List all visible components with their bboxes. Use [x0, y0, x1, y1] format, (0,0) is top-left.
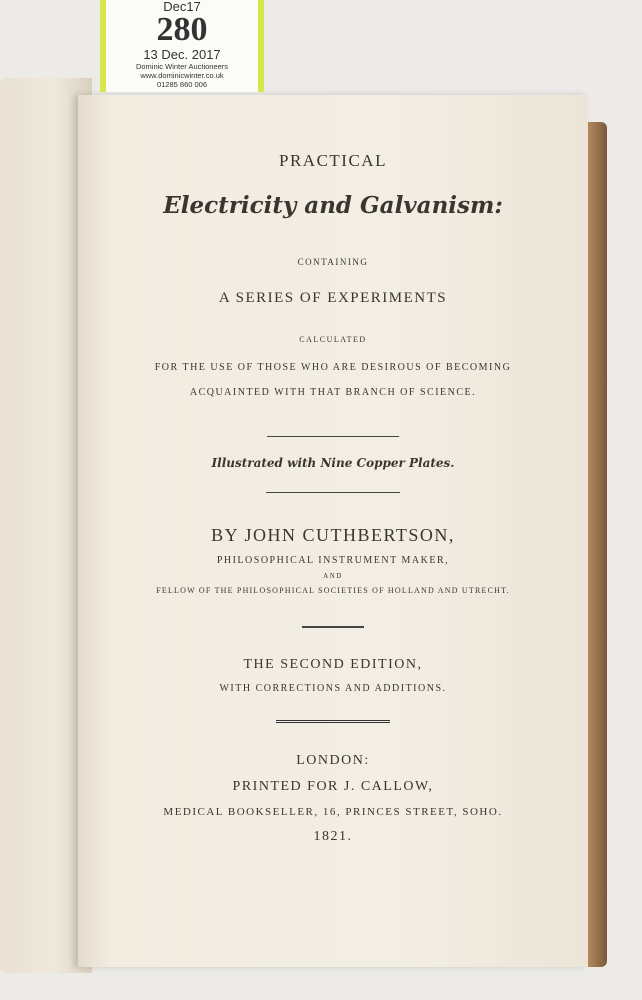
address: MEDICAL BOOKSELLER, 16, PRINCES STREET, SOHO. [163, 806, 503, 818]
sale-date: 13 Dec. 2017 [143, 47, 221, 62]
title-line-practical: PRACTICAL [279, 151, 387, 170]
lot-number: 280 [156, 11, 208, 48]
containing-text: CONTAINING [297, 257, 369, 267]
illustrated-text: Illustrated with Nine Copper Plates. [211, 456, 455, 470]
author-role: PHILOSOPHICAL INSTRUMENT MAKER, [216, 555, 450, 566]
year: 1821. [313, 829, 353, 844]
subtitle: A SERIES OF EXPERIMENTS [218, 290, 448, 306]
divider [267, 436, 399, 437]
author: BY JOHN CUTHBERTSON, [211, 525, 455, 545]
ornament-divider [302, 626, 364, 628]
double-divider [276, 720, 390, 723]
auctioneer-name: Dominic Winter Auctioneers [135, 62, 229, 71]
divider [266, 492, 400, 493]
fellow-text: FELLOW OF THE PHILOSOPHICAL SOCIETIES OF HOLLAND AND UTRECHT. [156, 586, 510, 595]
corrections-text: WITH CORRECTIONS AND ADDITIONS. [219, 683, 447, 694]
auctioneer-phone: 01285 860 006 [156, 80, 208, 89]
purpose-line-2: ACQUAINTED WITH THAT BRANCH OF SCIENCE. [189, 387, 477, 398]
sale-code: Dec17 [163, 0, 201, 14]
edition: THE SECOND EDITION, [243, 657, 423, 672]
auction-lot-label [100, 0, 264, 92]
title-page [78, 95, 588, 967]
printer: PRINTED FOR J. CALLOW, [232, 779, 434, 794]
book-title: Electricity and Galvanism: [163, 192, 503, 219]
auctioneer-website: www.dominicwinter.co.uk [140, 71, 224, 80]
and-text: AND [323, 572, 343, 580]
place: LONDON: [296, 753, 370, 768]
calculated-text: CALCULATED [299, 335, 367, 344]
purpose-line-1: FOR THE USE OF THOSE WHO ARE DESIROUS OF BECOMING [154, 362, 512, 373]
